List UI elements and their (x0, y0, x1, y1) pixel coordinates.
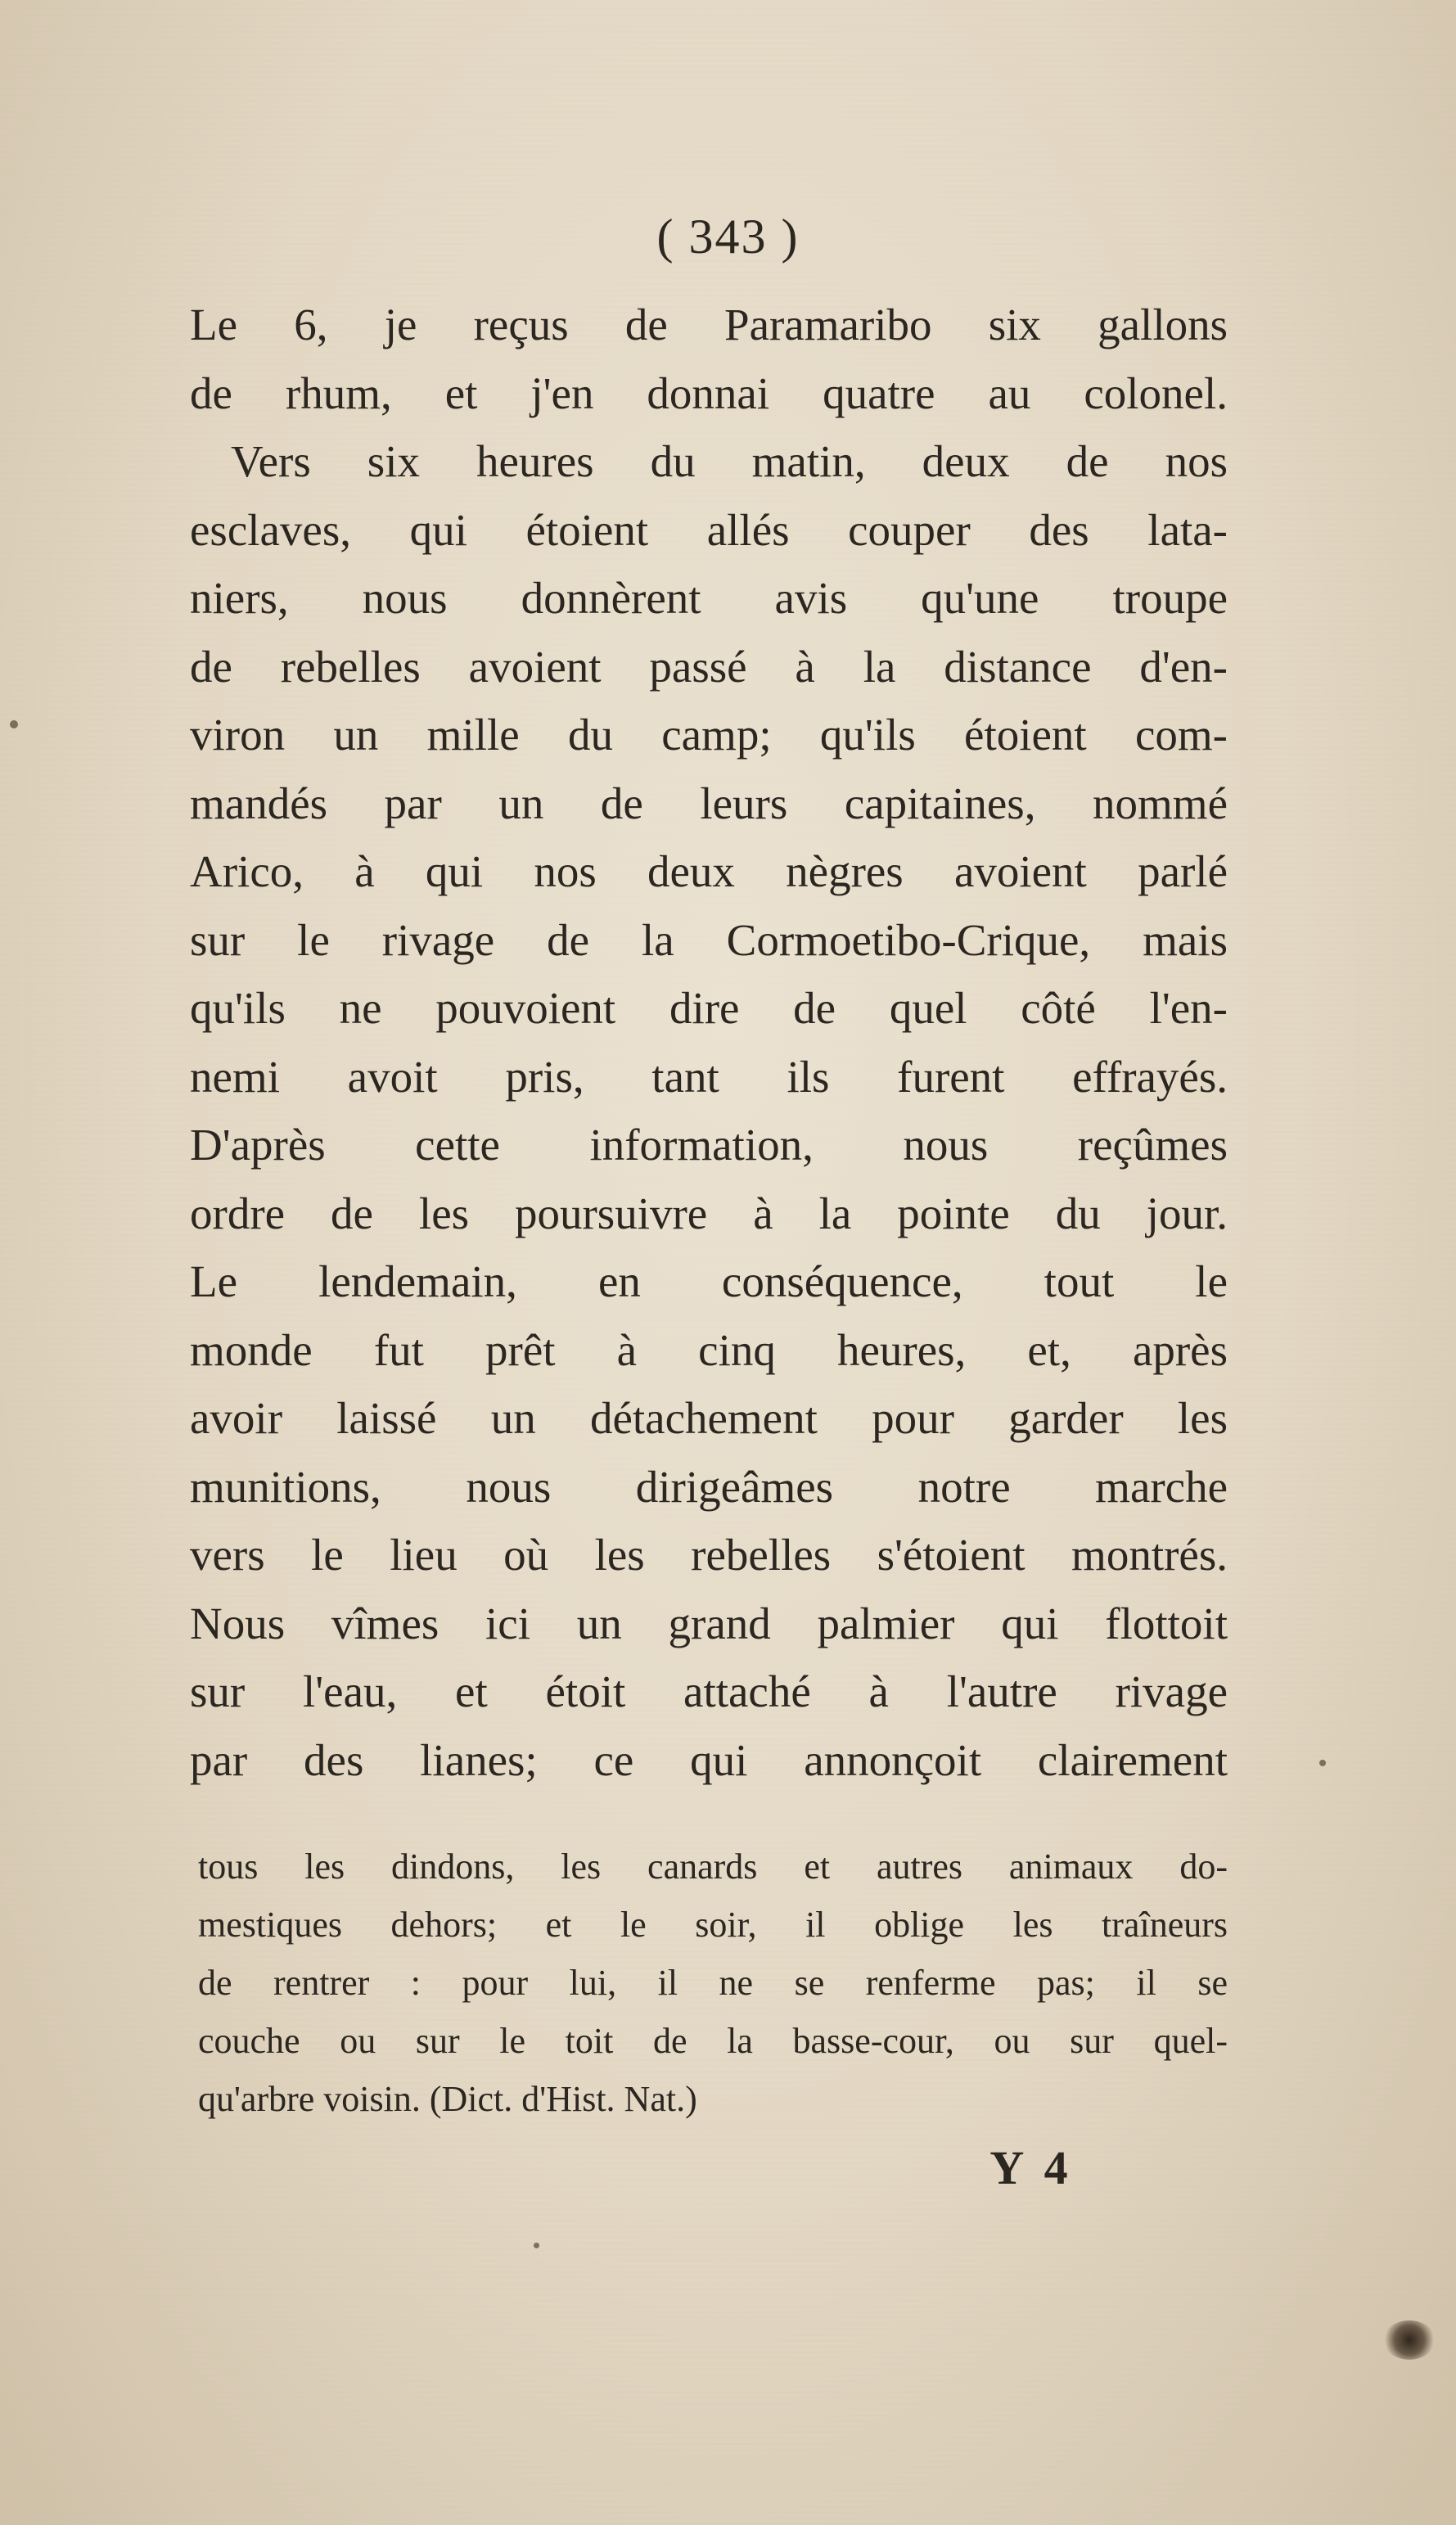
body-line: sur le rivage de la Cormoetibo-Crique, mais (190, 914, 1228, 965)
footnote (198, 1837, 1228, 2128)
body-line: ordre de les poursuivre à la pointe du jour. (190, 1188, 1228, 1238)
body-line: par des lianes; ce qui annonçoit clairement (190, 1734, 1228, 1785)
body-line: nemi avoit pris, tant ils furent effrayés. (190, 1051, 1228, 1102)
body-line: viron un mille du camp; qu'ils étoient com- (190, 710, 1228, 760)
body-line: munitions, nous dirigeâmes notre marche (190, 1461, 1228, 1512)
body-line: monde fut prêt à cinq heures, et, après (190, 1324, 1228, 1375)
body-line: Arico, à qui nos deux nègres avoient parlé (190, 846, 1228, 896)
body-line: de rhum, et j'en donnai quatre au colonel. (190, 367, 1228, 418)
body-line: Le lendemain, en conséquence, tout le (190, 1256, 1228, 1306)
signature-mark: Y 4 (989, 2141, 1073, 2194)
footnote-line: couche ou sur le toit de la basse-cour, ou sur quel- (198, 2021, 1228, 2061)
body-line: sur l'eau, et étoit attaché à l'autre rivage (190, 1666, 1228, 1716)
footnote-line: qu'arbre voisin. (Dict. d'Hist. Nat.) (198, 2079, 697, 2119)
body-line: mandés par un de leurs capitaines, nommé (190, 778, 1228, 828)
ink-stain (1383, 2320, 1436, 2360)
body-text (190, 291, 1228, 1794)
body-line: avoir laissé un détachement pour garder les (190, 1393, 1228, 1443)
paper-speck (10, 720, 18, 728)
footnote-line: tous les dindons, les canards et autres animaux do- (198, 1846, 1228, 1887)
body-line: vers le lieu où les rebelles s'étoient montrés. (190, 1530, 1228, 1580)
body-line: Nous vîmes ici un grand palmier qui flottoit (190, 1598, 1228, 1648)
page-number: ( 343 ) (656, 210, 800, 264)
footnote-line: mestiques dehors; et le soir, il oblige les traîneurs (198, 1905, 1228, 1945)
body-line: Vers six heures du matin, deux de nos (231, 436, 1228, 486)
body-line: de rebelles avoient passé à la distance d'en- (190, 641, 1228, 692)
footnote-line: de rentrer : pour lui, il ne se renferme pas; il se (198, 1963, 1228, 2003)
paper-speck (1319, 1760, 1326, 1766)
body-line: D'après cette information, nous reçûmes (190, 1120, 1228, 1170)
paper-speck (534, 2243, 539, 2248)
body-line: Le 6, je reçus de Paramaribo six gallons (190, 300, 1228, 349)
body-line: esclaves, qui étoient allés couper des lata- (190, 504, 1228, 555)
body-line: qu'ils ne pouvoient dire de quel côté l'en- (190, 983, 1228, 1033)
body-line: niers, nous donnèrent avis qu'une troupe (190, 573, 1228, 623)
